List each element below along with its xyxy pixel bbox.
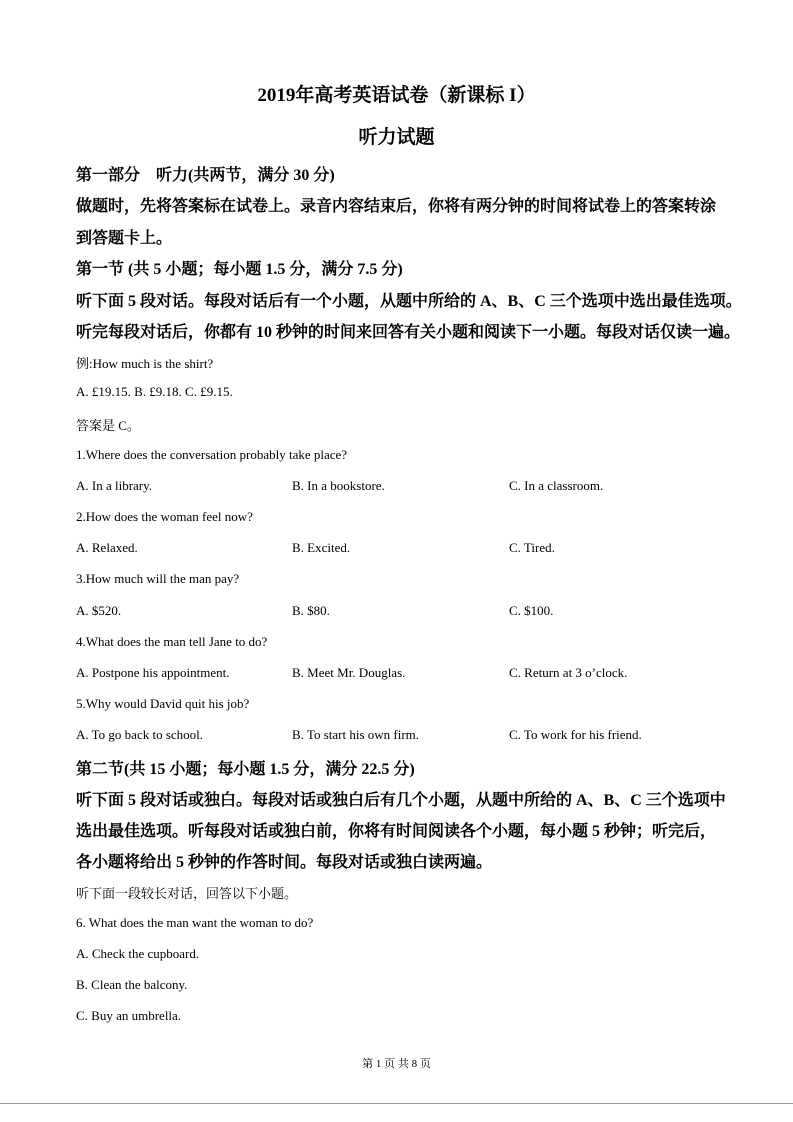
option-c: C. In a classroom.	[509, 478, 604, 493]
instruction1-line1: 做题时，先将答案标在试卷上。录音内容结束后，你将有两分钟的时间将试卷上的答案转涂	[76, 198, 717, 215]
section2-instruction-line1: 听下面 5 段对话或独白。每段对话或独白后有几个小题，从题中所给的 A、B、C 三个选项中	[76, 792, 726, 809]
page-subtitle: 听力试题	[358, 127, 435, 148]
option-a: A. In a library.	[76, 478, 153, 493]
option-a: A. $520.	[76, 603, 122, 618]
option-b: B. To start his own firm.	[292, 727, 420, 742]
question-6: 6. What does the man want the woman to do?	[76, 915, 314, 930]
section1-heading: 第一节 (共 5 小题；每小题 1.5 分，满分 7.5 分)	[76, 261, 403, 278]
page-title: 2019年高考英语试卷（新课标 I）	[257, 85, 536, 106]
option-b: B. In a bookstore.	[292, 478, 385, 493]
option-a: A. Postpone his appointment.	[76, 665, 230, 680]
bottom-divider	[0, 1103, 793, 1104]
instruction1-line2: 到答题卡上。	[76, 230, 173, 247]
question-4: 4.What does the man tell Jane to do?	[76, 634, 268, 649]
question-2: 2.How does the woman feel now?	[76, 509, 253, 524]
option-b: B. Excited.	[292, 540, 351, 555]
option-a: A. Relaxed.	[76, 540, 138, 555]
dialogue-intro: 听下面一段较长对话，回答以下小题。	[76, 886, 298, 901]
section2-instruction-line3: 各小题将给出 5 秒钟的作答时间。每段对话或独白读两遍。	[76, 854, 493, 871]
part1-heading: 第一部分 听力(共两节，满分 30 分)	[76, 167, 335, 184]
section1-instruction-line1: 听下面 5 段对话。每段对话后有一个小题，从题中所给的 A、B、C 三个选项中选出最佳选项。	[76, 293, 742, 310]
section2-heading: 第二节(共 15 小题；每小题 1.5 分，满分 22.5 分)	[76, 761, 415, 778]
option-c: C. To work for his friend.	[509, 727, 642, 742]
option-c: C. $100.	[509, 603, 554, 618]
question-6-option-a: A. Check the cupboard.	[76, 946, 200, 961]
page-footer: 第 1 页 共 8 页	[362, 1058, 431, 1070]
question-1: 1.Where does the conversation probably take place?	[76, 447, 348, 462]
question-6-option-b: B. Clean the balcony.	[76, 977, 188, 992]
option-b: B. $80.	[292, 603, 330, 618]
question-3: 3.How much will the man pay?	[76, 571, 240, 586]
option-c: C. Return at 3 o’clock.	[509, 665, 628, 680]
example-options: A. £19.15. B. £9.18. C. £9.15.	[76, 384, 233, 399]
option-b: B. Meet Mr. Douglas.	[292, 665, 406, 680]
example-question: 例:How much is the shirt?	[76, 356, 214, 371]
section2-instruction-line2: 选出最佳选项。听每段对话或独白前，你将有时间阅读各个小题，每小题 5 秒钟；听完后，	[76, 823, 717, 840]
question-5: 5.Why would David quit his job?	[76, 696, 250, 711]
section1-instruction-line2: 听完每段对话后，你都有 10 秒钟的时间来回答有关小题和阅读下一小题。每段对话仅读一遍。	[76, 324, 741, 341]
option-c: C. Tired.	[509, 540, 555, 555]
example-answer: 答案是 C。	[76, 418, 140, 433]
question-6-option-c: C. Buy an umbrella.	[76, 1008, 182, 1023]
option-a: A. To go back to school.	[76, 727, 204, 742]
